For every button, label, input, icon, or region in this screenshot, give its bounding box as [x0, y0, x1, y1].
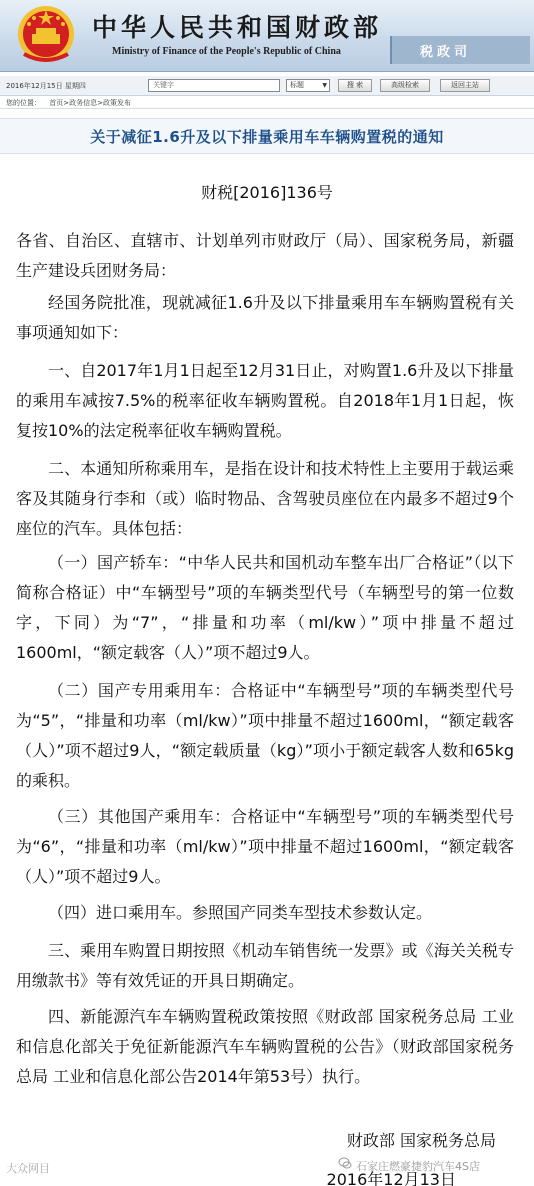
watermark-right: 石家庄燃豪捷豹汽车4S店 — [356, 1160, 480, 1173]
breadcrumb — [0, 97, 534, 109]
breadcrumb-path[interactable]: 首页>政务信息>政策发布 — [49, 99, 131, 107]
document-number: 财税[2016]136号 — [201, 183, 333, 202]
issuer-signature: 财政部 国家税务总局 — [346, 1131, 496, 1150]
clause-2-item-4-paragraph: （四）进口乘用车。参照国产同类车型技术参数认定。 — [48, 903, 433, 922]
return-home-button[interactable]: 返回主站 — [440, 79, 490, 92]
ministry-name-cn: 中华人民共和国财政部 — [92, 13, 383, 42]
ministry-name-en: Ministry of Finance of the People's Republic of China — [112, 46, 341, 57]
clause-2-item-2-paragraph: （二）国产专用乘用车：合格证中“车辆型号”项的车辆类型代号为“5”，“排量和功率（ml/kw）”项中排量不超过1600ml，“额定载客（人）”项不超过9人，“额定载质量（kg）”项小于额定载客人数和65kg的乘积。 — [16, 681, 514, 790]
search-scope-value: 标题 — [290, 81, 304, 89]
toolbar — [0, 76, 534, 96]
wechat-icon — [338, 1156, 352, 1170]
clause-3-paragraph: 三、乘用车购置日期按照《机动车销售统一发票》或《海关关税专用缴款书》等有效凭证的开具日期确定。 — [16, 941, 514, 990]
search-scope-select[interactable] — [286, 79, 330, 92]
advanced-search-button[interactable]: 高级检索 — [380, 79, 430, 92]
search-input[interactable]: 关键字 — [148, 79, 280, 92]
national-emblem-icon — [14, 4, 78, 66]
watermark-left: 大众网目 — [6, 1162, 50, 1175]
clause-2-paragraph: 二、本通知所称乘用车，是指在设计和技术特性上主要用于载运乘客及其随身行李和（或）临时物品、含驾驶员座位在内最多不超过9个座位的汽车。具体包括： — [16, 459, 514, 538]
intro-paragraph: 经国务院批准，现就减征1.6升及以下排量乘用车车辆购置税有关事项通知如下： — [16, 293, 514, 342]
breadcrumb-label: 您的位置： — [6, 99, 41, 107]
clause-2-item-3-paragraph: （三）其他国产乘用车：合格证中“车辆型号”项的车辆类型代号为“6”，“排量和功率（ml/kw）”项中排量不超过1600ml，“额定载客（人）”项不超过9人。 — [16, 807, 514, 886]
clause-1-paragraph: 一、自2017年1月1日起至12月31日止，对购置1.6升及以下排量的乘用车减按7.5%的税率征收车辆购置税。自2018年1月1日起，恢复按10%的法定税率征收车辆购置税。 — [16, 361, 514, 440]
issue-date: 2016年12月13日 — [326, 1170, 456, 1186]
clause-4-paragraph: 四、新能源汽车车辆购置税政策按照《财政部 国家税务总局 工业和信息化部关于免征新能源汽车车辆购置税的公告》（财政部国家税务总局 工业和信息化部公告2014年第53号）执行。 — [16, 1007, 514, 1086]
chevron-down-icon: ▼ — [322, 82, 327, 89]
search-button[interactable]: 搜 索 — [338, 79, 372, 92]
site-header — [0, 0, 534, 72]
addressee-paragraph: 各省、自治区、直辖市、计划单列市财政厅（局）、国家税务局，新疆生产建设兵团财务局： — [16, 231, 514, 280]
notice-title: 关于减征1.6升及以下排量乘用车车辆购置税的通知 — [0, 118, 534, 154]
clause-2-item-1-paragraph: （一）国产轿车：“中华人民共和国机动车整车出厂合格证”（以下简称合格证）中“车辆型号”项的车辆类型代号（车辆型号的第一位数字，下同）为“7”，“排量和功率（ml/kw）”项中排量不超过1600ml，“额定载客（人）”项不超过9人。 — [16, 553, 514, 662]
department-badge: 税政司 — [390, 36, 530, 64]
current-date: 2016年12月15日 星期四 — [6, 82, 86, 90]
